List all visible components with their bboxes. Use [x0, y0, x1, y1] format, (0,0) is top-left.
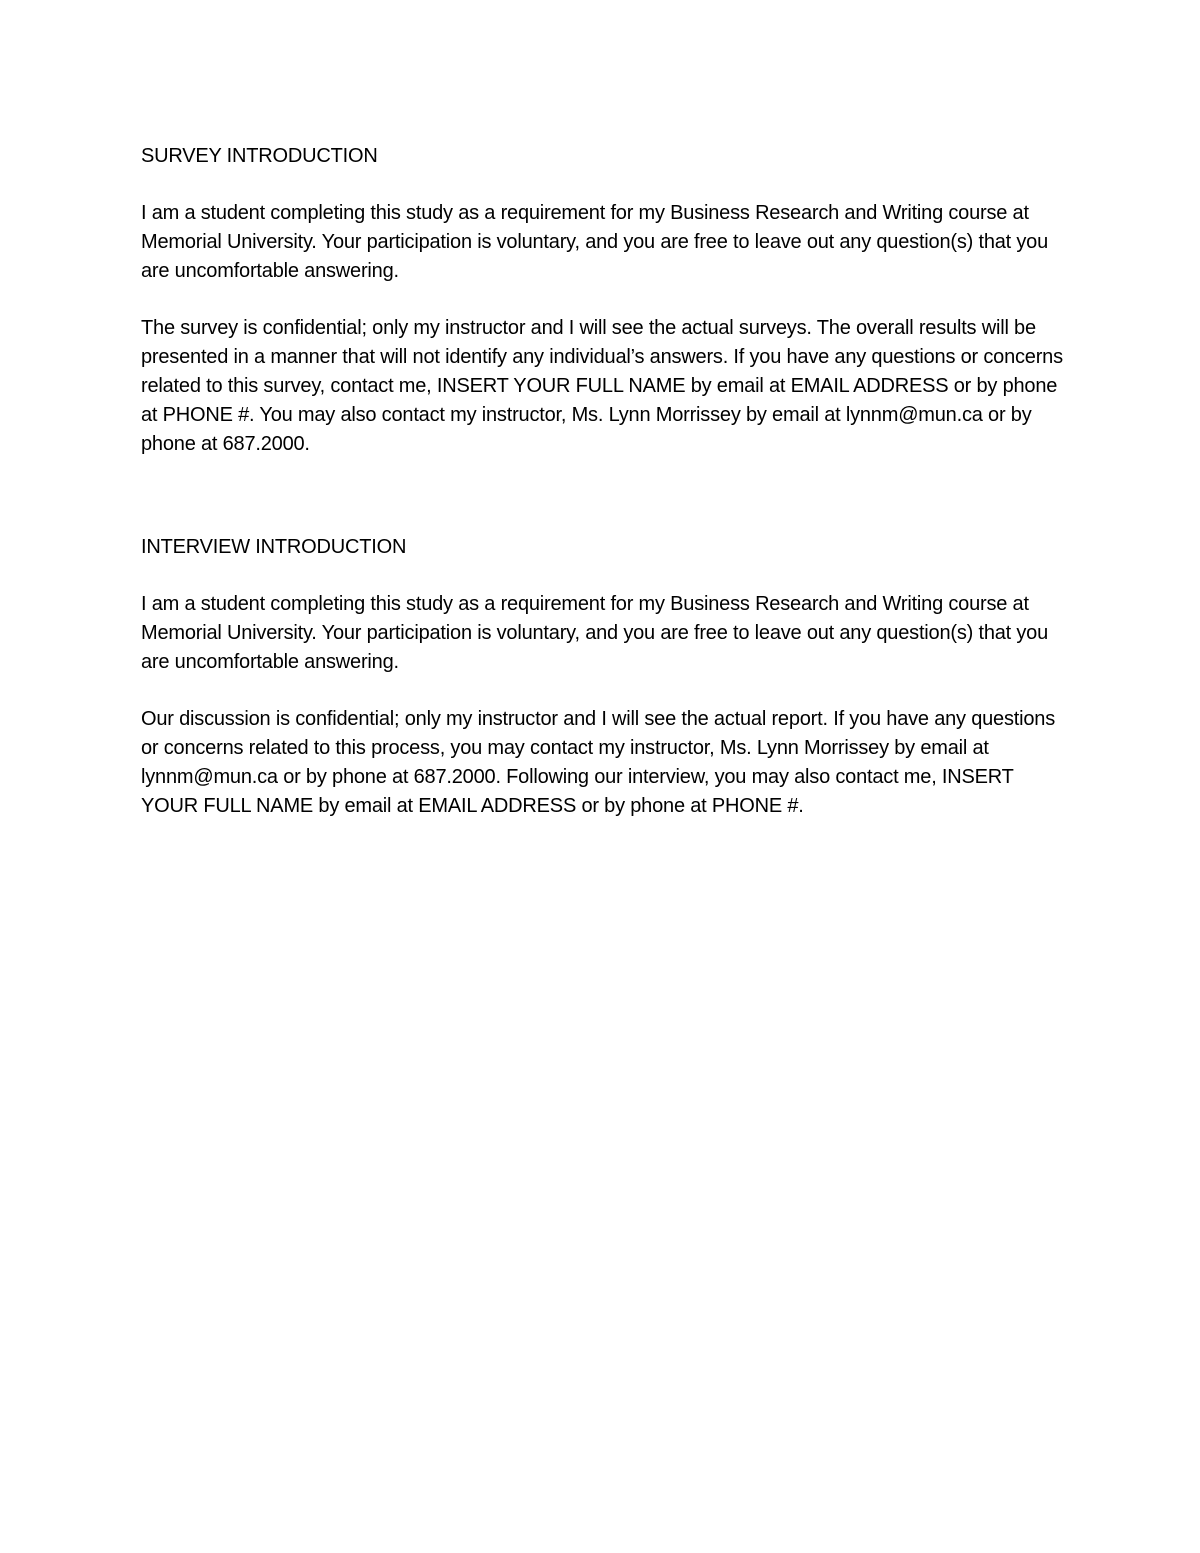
interview-participation-paragraph: I am a student completing this study as a requirement for my Business Research and Writing course at Memorial University. Your participation is voluntary, and you are free to leave out any question(s) that you are uncomfortable answering.	[141, 593, 1049, 673]
survey-introduction-section	[141, 142, 1071, 459]
interview-introduction-heading: INTERVIEW INTRODUCTION	[141, 536, 407, 558]
section-spacer	[141, 459, 1071, 533]
interview-introduction-section	[141, 533, 1071, 821]
document-body	[141, 142, 1071, 821]
interview-confidentiality-paragraph: Our discussion is confidential; only my instructor and I will see the actual report. If you have any questions or concerns related to this process, you may contact my instructor, Ms. Lynn Morrissey by email at lynnm@mun.ca or by phone at 687.2000. Following our interview, you may also contact me, INSERT YOUR FULL NAME by email at EMAIL ADDRESS or by phone at PHONE #.	[141, 708, 1056, 817]
survey-participation-paragraph: I am a student completing this study as a requirement for my Business Research and Writing course at Memorial University. Your participation is voluntary, and you are free to leave out any question(s) that you are uncomfortable answering.	[141, 202, 1049, 282]
survey-introduction-heading: SURVEY INTRODUCTION	[141, 145, 378, 167]
survey-confidentiality-paragraph: The survey is confidential; only my instructor and I will see the actual surveys. The overall results will be presented in a manner that will not identify any individual’s answers. If you have any questions or concerns related to this survey, contact me, INSERT YOUR FULL NAME by email at EMAIL ADDRESS or by phone at PHONE #. You may also contact my instructor, Ms. Lynn Morrissey by email at lynnm@mun.ca or by phone at 687.2000.	[141, 317, 1063, 455]
